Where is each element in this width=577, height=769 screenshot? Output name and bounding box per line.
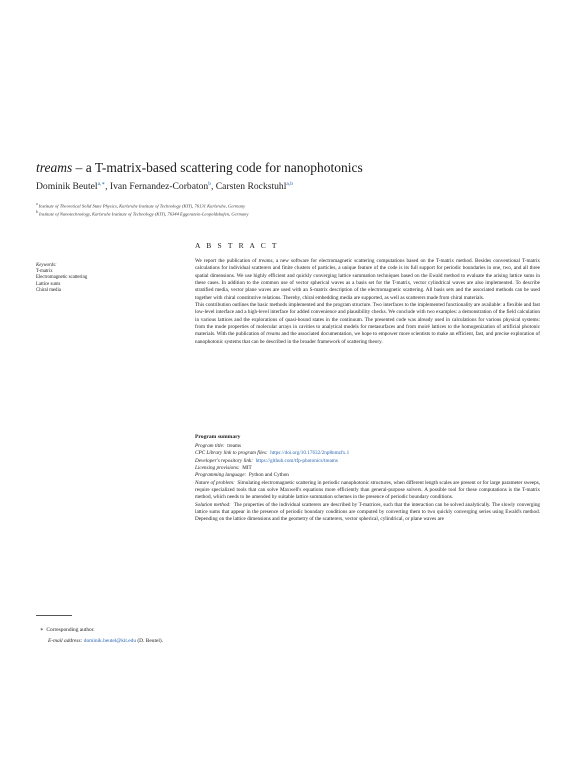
keywords-block bbox=[36, 263, 87, 294]
keyword-item: T-matrix bbox=[36, 269, 53, 275]
email-label: E-mail address: bbox=[48, 638, 83, 644]
affiliation bbox=[36, 202, 245, 209]
summary-value: Python and Cython bbox=[248, 472, 289, 479]
author-affiliation-mark[interactable]: a,b bbox=[286, 181, 293, 187]
affiliation-text: Institute of Nanotechnology, Karlsruhe Institute of Technology (KIT), 76344 Eggenstein-Leopoldshafen, Germany bbox=[38, 211, 249, 217]
footnote-divider bbox=[36, 615, 72, 616]
abstract-text: We report the publication of bbox=[195, 258, 259, 264]
program-files-link[interactable]: https://doi.org/10.17632/2np8nmzfx.1 bbox=[270, 450, 350, 457]
paper-title bbox=[36, 160, 363, 176]
abstract-text: and the associated documentation, we hope to empower more scientists to make an efficient, fast, and precise exploration of nanophotonic systems that can be described in the broader framework of scattering theory. bbox=[195, 331, 540, 345]
author-list bbox=[36, 181, 293, 192]
affiliation bbox=[36, 210, 248, 217]
author-affiliation-mark[interactable]: b bbox=[208, 181, 211, 187]
keyword-item: Electromagnetic scattering bbox=[36, 275, 88, 281]
summary-row bbox=[195, 450, 540, 457]
author-name: Ivan Fernandez-Corbaton bbox=[109, 181, 209, 193]
abstract-text: This contribution outlines the basic methods implemented and the program structure. Two interfaces to the implemented functionality are available: a flexible and fast low-level interface and a high-level interface for added convenience and plausibility checks. We conclude with two examples: a demonstration of the field calculation in various lattices and the explorations of quasi-bound states in the continuum. The presented code was already used in calculations for various physical systems: from the mode properties of molecular arrays in cavities to analytical models for metasurfaces and from moiré lattices to the homogenization of artificial photonic materials. With the publication of bbox=[195, 302, 540, 338]
solution-method bbox=[195, 502, 540, 524]
corresponding-author-note bbox=[40, 627, 95, 633]
summary-value: The properties of the individual scatterers are described by T-matrices, such that the interaction can be solved analytically. The slowly converging lattice sums that appear in the presence of periodic boundary conditions are computed by converting them to two quickly converging series using Ewald's method. Depending on the lattice dimensions and the geometry of the scatterers, vector spherical, cylindrical, or plane waves are bbox=[195, 501, 541, 523]
summary-key: Nature of problem: bbox=[195, 479, 235, 486]
email-link[interactable]: dominik.beutel@kit.edu bbox=[83, 638, 137, 644]
summary-key: Programming language: bbox=[195, 472, 247, 479]
summary-key: Licensing provisions: bbox=[195, 465, 240, 472]
abstract-heading: A B S T R A C T bbox=[195, 241, 279, 250]
author-name: Dominik Beutel bbox=[36, 181, 98, 193]
summary-key: CPC Library link to program files: bbox=[195, 450, 268, 457]
affiliation-mark: b bbox=[36, 210, 38, 214]
summary-key: Developer's repository link: bbox=[195, 457, 253, 464]
abstract-software-name: treams bbox=[266, 331, 281, 338]
abstract-paragraph bbox=[195, 302, 540, 346]
abstract-software-name: treams bbox=[258, 258, 273, 264]
email-note bbox=[48, 638, 163, 644]
keywords-heading: Keywords: bbox=[36, 263, 57, 268]
summary-row bbox=[195, 472, 540, 479]
affiliation-text: Institute of Theoretical Solid State Physics, Karlsruhe Institute of Technology (KIT), 76131 Karlsruhe, Germany bbox=[38, 203, 246, 209]
affiliation-mark: a bbox=[36, 202, 38, 206]
nature-of-problem bbox=[195, 480, 540, 502]
title-software-name: treams bbox=[36, 160, 73, 175]
title-text: – a T-matrix-based scattering code for nanophotonics bbox=[72, 160, 363, 175]
author-separator: , bbox=[105, 181, 110, 193]
summary-value: treams bbox=[227, 443, 242, 449]
summary-key: Solution method: bbox=[195, 501, 231, 508]
author-affiliation-mark[interactable]: a,∗ bbox=[97, 181, 106, 187]
summary-key: Program title: bbox=[195, 443, 225, 449]
footnote-text: Corresponding author. bbox=[46, 627, 95, 633]
summary-row bbox=[195, 465, 540, 472]
abstract-body bbox=[195, 258, 540, 346]
keyword-item: Chiral media bbox=[36, 287, 61, 293]
author-name: Carsten Rockstuhl bbox=[215, 181, 287, 193]
author-separator: , bbox=[210, 181, 216, 193]
abstract-text: , a new software for electromagnetic scattering computations based on the T-matrix method. Besides conventional T-matrix calculations for individual scatterers and finite clusters of particles, a unique feature of the code is its full support for periodic boundaries in one, two, and all three spatial dimensions. We use highly efficient and quickly converging lattice summation techniques based on the Ewald method to evaluate the arising lattice sums in these cases. In addition to the common use of vector spherical waves as a basis set for the T-matrix, vector cylindrical waves are also implemented. To describe stratified media, vector plane waves are used with an S-matrix description of the electromagnetic scattering. All basis sets and the associated methods can be used together with chiral constitutive relations. Thereby, chiral embedding media are supported, as well as scatterers made from chiral materials. bbox=[195, 258, 540, 301]
keyword-item: Lattice sums bbox=[36, 281, 61, 287]
footnote-mark: ∗ bbox=[40, 627, 44, 633]
summary-row bbox=[195, 458, 540, 465]
email-suffix: (D. Beutel). bbox=[136, 638, 163, 644]
summary-value: MIT bbox=[242, 465, 252, 472]
program-summary bbox=[195, 443, 540, 524]
abstract-paragraph bbox=[195, 258, 540, 302]
program-summary-heading: Program summary bbox=[195, 434, 241, 440]
repository-link[interactable]: https://github.com/tfp-photonics/treams bbox=[255, 457, 338, 464]
summary-value: Simulating electromagnetic scattering in periodic nanophotonic structures, when different length scales are present or for large parameter sweeps, require specialized tools that can solve Maxwell's equations more efficiently than general-purpose solvers. A possible tool for these computations is the T-matrix method, which needs to be amended by suitable lattice summation schemes in the presence of periodic boundary conditions. bbox=[195, 479, 541, 501]
